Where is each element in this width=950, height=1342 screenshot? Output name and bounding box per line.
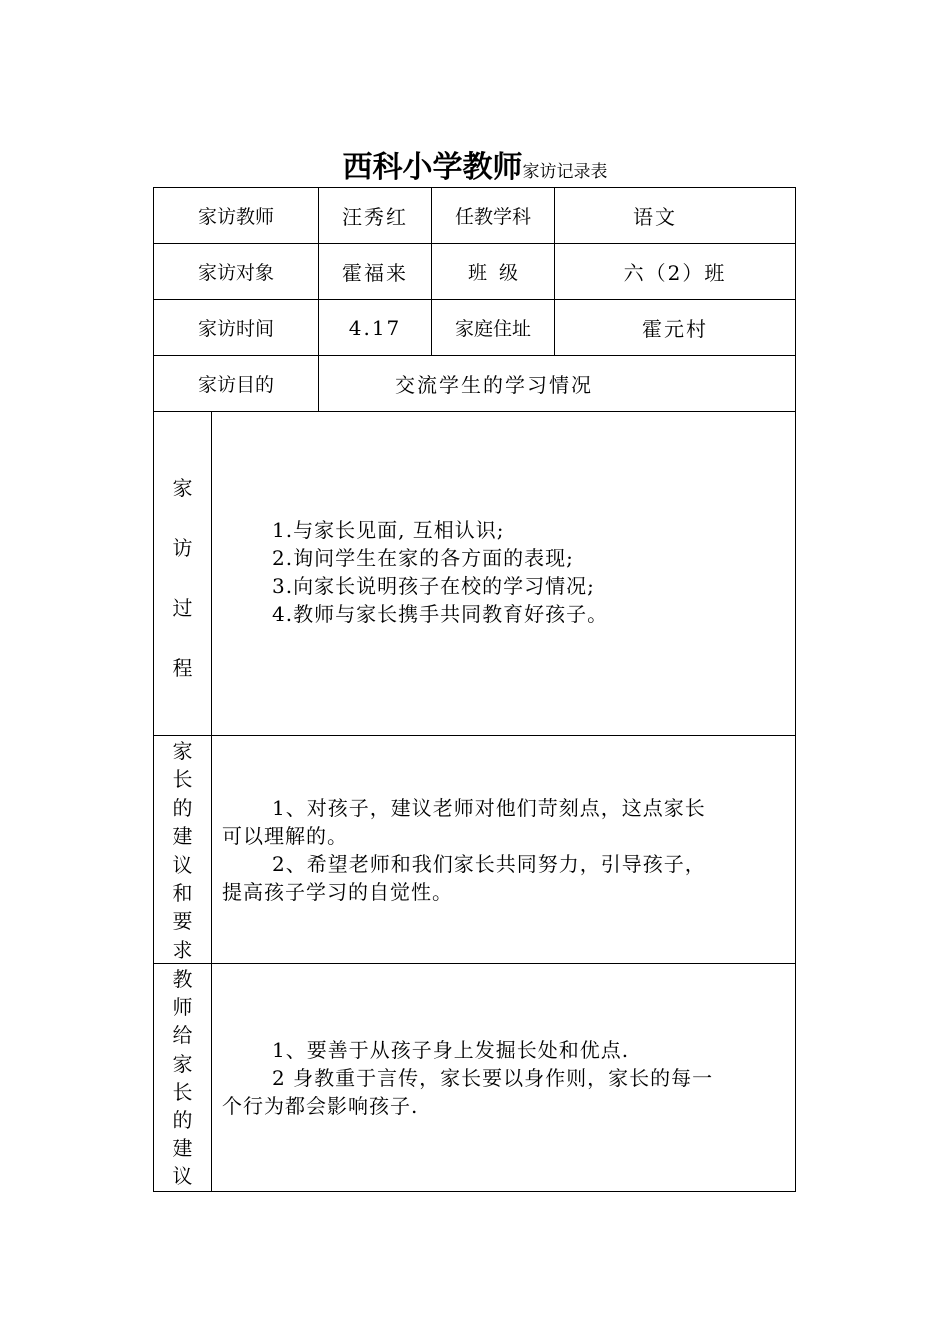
teacher-label-char: 议 [172,1164,193,1189]
process-line: 2.询问学生在家的各方面的表现; [272,546,574,570]
student-value: 霍福来 [342,261,408,285]
process-label-char: 过 [172,596,193,620]
document-title [0,142,950,186]
teacher-line: 1、要善于从孩子身上发掘长处和优点. [272,1038,630,1062]
parent-label-char: 要 [172,909,193,934]
teacher-label-char: 家 [172,1051,193,1076]
teacher-label-char: 的 [172,1108,193,1133]
address-value: 霍元村 [642,317,708,341]
parent-suggestions-label [154,737,211,964]
process-line: 1.与家长见面, 互相认识; [272,518,505,542]
teacher-label: 家访教师 [197,206,274,228]
class-value: 六（2）班 [623,261,727,285]
process-label-char: 程 [172,656,193,680]
parent-label-char: 和 [172,881,193,906]
teacher-label-char: 建 [172,1136,193,1161]
teacher-label-char: 长 [172,1079,193,1104]
time-value: 4.17 [348,315,402,340]
teacher-suggestions-label [154,965,211,1191]
parent-line: 可以理解的。 [222,824,348,848]
teacher-label-char: 给 [172,1023,193,1048]
teacher-line: 个行为都会影响孩子. [222,1094,419,1118]
parent-line: 1、对孩子，建议老师对他们苛刻点，这点家长 [272,796,706,820]
parent-label-char: 议 [172,852,193,877]
parent-label-char: 的 [172,795,193,820]
student-label: 家访对象 [197,262,274,284]
teacher-suggestions-content [222,1036,713,1120]
teacher-line: 2 身教重于言传，家长要以身作则，家长的每一 [272,1066,714,1090]
teacher-value: 汪秀红 [342,205,408,229]
teacher-label-char: 教 [172,967,193,991]
process-label-char: 家 [172,476,193,500]
parent-label-char: 长 [172,767,193,792]
parent-line: 提高孩子学习的自觉性。 [222,880,453,904]
parent-label-char: 建 [172,824,193,849]
teacher-label-char: 师 [172,995,193,1020]
parent-line: 2、希望老师和我们家长共同努力，引导孩子， [272,852,706,876]
process-line: 4.教师与家长携手共同教育好孩子。 [272,602,609,626]
process-line: 3.向家长说明孩子在校的学习情况; [272,574,595,598]
title-main: 西科小学教师 [342,150,523,185]
parent-label-char: 求 [172,937,193,962]
subject-value: 语文 [633,205,677,229]
class-label: 班 级 [467,262,519,284]
parent-suggestions-content [222,794,706,906]
process-label-char: 访 [172,536,193,560]
title-sub: 家访记录表 [522,162,608,182]
process-label [154,472,211,681]
subject-label: 任教学科 [454,206,531,228]
process-content [222,516,608,628]
purpose-label: 家访目的 [197,374,274,396]
purpose-value: 交流学生的学习情况 [395,373,593,397]
address-label: 家庭住址 [454,318,531,340]
parent-label-char: 家 [172,739,193,763]
time-label: 家访时间 [197,318,274,340]
